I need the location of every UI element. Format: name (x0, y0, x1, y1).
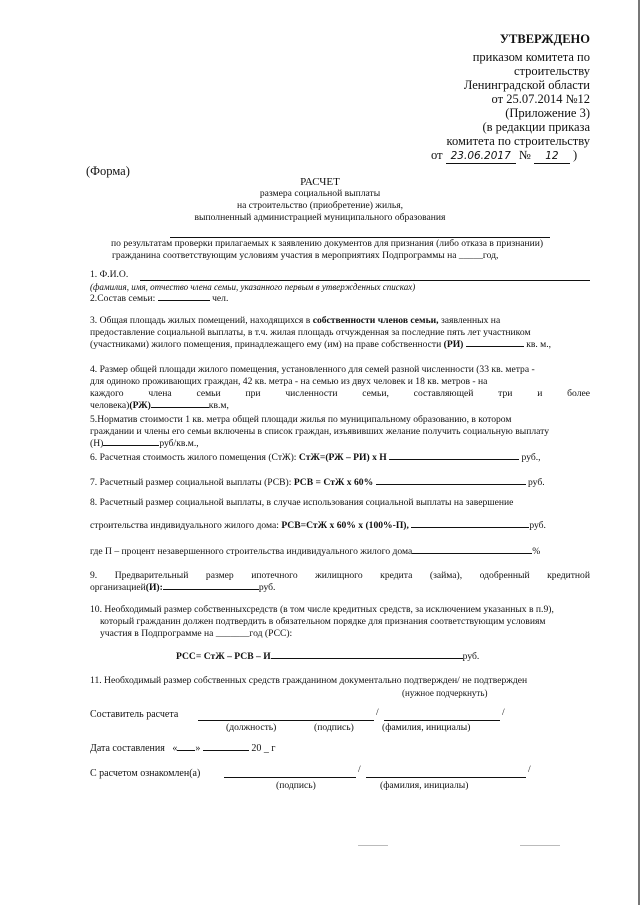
acquainted-slash: / (528, 764, 531, 775)
fio-note: (фамилия, имя, отчество члена семьи, указанного первым в утвержденных списках) (90, 282, 416, 292)
revision-date-field: 23.06.2017 (446, 148, 516, 164)
family-size-line: 2.Состав семьи: чел. (90, 293, 229, 304)
doc-subtitle: выполненный администрацией муниципального образования (194, 212, 446, 223)
compiler-slash: / (502, 707, 505, 718)
p4-line4: человека)(РЖ) кв.м, (90, 400, 229, 411)
approval-line: комитета по строительству (446, 134, 590, 148)
doc-subtitle: размера социальной выплаты (259, 188, 381, 199)
approval-title: УТВЕРЖДЕНО (499, 32, 590, 46)
p9-line2: организацией(И): руб. (90, 582, 276, 593)
fio-label: 1. Ф.И.О. (90, 269, 129, 280)
scan-artifact (358, 845, 388, 846)
acquainted-label: С расчетом ознакомлен(а) (90, 768, 201, 779)
doc-title: РАСЧЕТ (300, 176, 340, 188)
p8-line3: где П – процент незавершенного строительства индивидуального жилого дома % (90, 546, 541, 557)
approval-order-date: от 25.07.2014 №12 (491, 92, 590, 106)
caption-name: (фамилия, инициалы) (382, 722, 471, 733)
compiler-position-signature-field (198, 720, 374, 721)
p10-formula: РСС= СтЖ – РСВ – И руб. (176, 651, 480, 662)
p3-line1: 3. Общая площадь жилых помещений, находящихся в собственности членов семьи, заявленных на (90, 315, 501, 326)
approval-line: приказом комитета по (472, 50, 590, 64)
approval-line: (в редакции приказа (482, 120, 590, 134)
scan-artifact (520, 845, 560, 846)
compiler-label: Составитель расчета (90, 709, 179, 720)
approval-revision-line: от 23.06.2017 № 12 ) (431, 148, 577, 164)
p5-line2: граждании и члены его семьи включены в список граждан, изъявивших желание получить социальную выплату (90, 426, 549, 437)
p11-note: (нужное подчеркнуть) (402, 688, 488, 698)
p7-line: 7. Расчетный размер социальной выплаты (РСВ): РСВ = СтЖ х 60% руб. (90, 477, 545, 488)
caption-name: (фамилия, инициалы) (380, 780, 469, 791)
p5-line3: (Н) руб/кв.м., (90, 438, 199, 449)
p4-line3: каждого члена семьи при численности семьи, составляющей три и более (90, 388, 590, 399)
p9-line1: 9. Предварительный размер ипотечного жилищного кредита (займа), одобренный кредитной (90, 570, 590, 581)
approval-appendix: (Приложение 3) (505, 106, 590, 120)
doc-subtitle: на строительство (приобретение) жилья, (236, 200, 404, 211)
intro-line: гражданина соответствующим условиям участия в мероприятиях Подпрограммы на _____год, (112, 250, 499, 261)
approval-line: строительству (513, 64, 590, 78)
acquainted-name-field (366, 777, 526, 778)
p8-line2: строительства индивидуального жилого дома: РСВ=СтЖ х 60% х (100%-П), руб. (90, 520, 546, 531)
p5-line1: 5.Норматив стоимости 1 кв. метра общей площади жилья по муниципальному образованию, в котором (90, 414, 512, 425)
p10-line3: участия в Подпрограмме на _______год (РСС): (100, 628, 293, 639)
compiler-slash: / (376, 707, 379, 718)
caption-signature: (подпись) (276, 780, 316, 791)
compiler-name-field (384, 720, 500, 721)
p4-line2: для одиноко проживающих граждан, 42 кв. метра - на семью из двух человек и 18 кв. метров - на (90, 376, 488, 387)
p10-line2: который гражданин должен подтвердить в обязательном порядке для признания соответствующим условиям (100, 616, 546, 627)
caption-signature: (подпись) (314, 722, 354, 733)
p3-line2: предоставление социальной выплаты, в т.ч. жилая площадь отчужденная за последние пять лет участником (90, 327, 531, 338)
p4-line1: 4. Размер общей площади жилого помещения, установленного для семей разной численности (33 кв. метра - (90, 364, 535, 375)
p10-line1: 10. Необходимый размер собственныхсредств (в том числе кредитных средств, за исключением указанных в п.9), (90, 604, 554, 615)
date-line: Дата составления « » 20 _ г (90, 743, 276, 754)
caption-position: (должность) (226, 722, 277, 733)
intro-line: по результатам проверки прилагаемых к заявлению документов для признания (либо отказа в признании) (111, 238, 544, 249)
acquainted-signature-field (224, 777, 356, 778)
acquainted-slash: / (358, 764, 361, 775)
p8-line1: 8. Расчетный размер социальной выплаты, в случае использования социальной выплаты на завершение (90, 497, 514, 508)
approval-line: Ленинградской области (463, 78, 590, 92)
p3-line3: (участниками) жилого помещения, принадлежащего ему (им) на праве собственности (РИ) кв. м., (90, 339, 552, 350)
revision-number-field: 12 (534, 148, 570, 164)
p6-line: 6. Расчетная стоимость жилого помещения (СтЖ): СтЖ=(РЖ – РИ) х Н руб., (90, 452, 541, 463)
p11-line1: 11. Необходимый размер собственных средств гражданином документально подтвержден/ не подтвержден (90, 675, 528, 686)
form-label: (Форма) (86, 164, 130, 178)
